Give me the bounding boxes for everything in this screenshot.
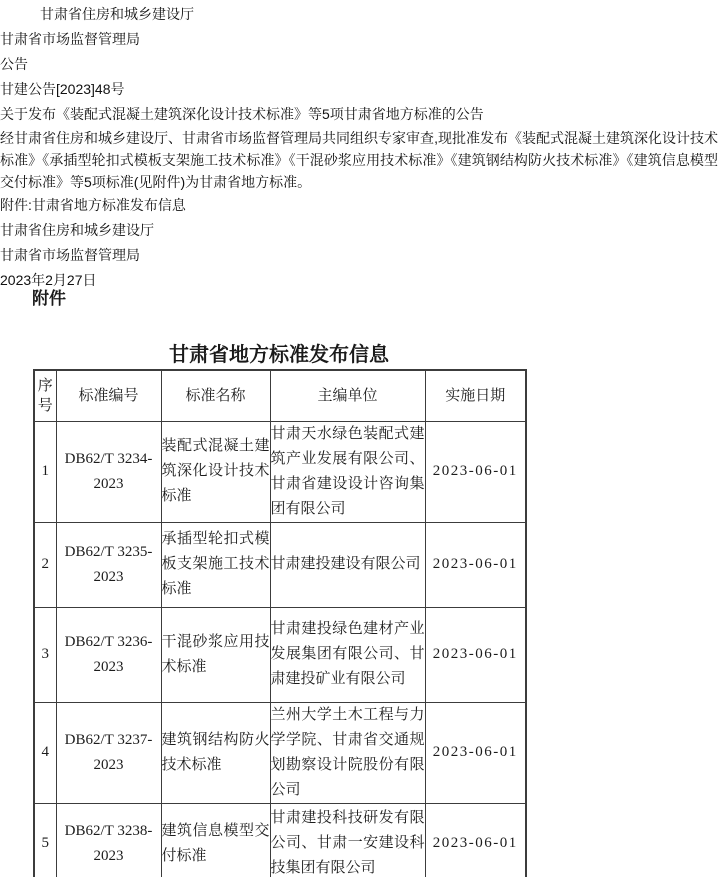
header-serial-number: 序号 [34, 370, 56, 421]
attachment-reference-line: 附件:甘肃省地方标准发布信息 [0, 197, 186, 213]
cell-code: DB62/T 3238-2023 [56, 803, 161, 877]
cell-no: 2 [34, 522, 56, 607]
cell-date: 2023-06-01 [425, 522, 526, 607]
cell-name: 承插型轮扣式模板支架施工技术标准 [161, 522, 270, 607]
cell-no: 1 [34, 421, 56, 522]
table-row [34, 522, 526, 607]
issuing-agency-line-2: 甘肃省市场监督管理局 [0, 31, 140, 47]
doc-subject-line: 关于发布《装配式混凝土建筑深化设计技术标准》等5项甘肃省地方标准的公告 [0, 106, 484, 122]
standards-table [33, 369, 527, 877]
cell-name: 干混砂浆应用技术标准 [161, 607, 270, 702]
header-chief-editor-unit: 主编单位 [270, 370, 425, 421]
cell-unit: 甘肃天水绿色装配式建筑产业发展有限公司、甘肃省建设设计咨询集团有限公司 [270, 421, 425, 522]
cell-date: 2023-06-01 [425, 702, 526, 803]
cell-date: 2023-06-01 [425, 421, 526, 522]
announcement-body-paragraph: 经甘肃省住房和城乡建设厅、甘肃省市场监督管理局共同组织专家审查,现批准发布《装配式混凝土建筑深化设计技术标准》《承插型轮扣式模板支架施工技术标准》《干混砂浆应用技术标准》《建筑钢结构防火技术标准》《建筑信息模型交付标准》等5项标准(见附件)为甘肃省地方标准。 [0, 130, 718, 190]
cell-no: 4 [34, 702, 56, 803]
header-standard-name: 标准名称 [161, 370, 270, 421]
table-row [34, 702, 526, 803]
table-title: 甘肃省地方标准发布信息 [169, 344, 389, 366]
cell-name: 建筑信息模型交付标准 [161, 803, 270, 877]
cell-code: DB62/T 3234-2023 [56, 421, 161, 522]
doc-type-label: 公告 [0, 56, 28, 72]
doc-number: 甘建公告[2023]48号 [0, 81, 125, 97]
cell-unit: 甘肃建投建设有限公司 [270, 522, 425, 607]
cell-code: DB62/T 3236-2023 [56, 607, 161, 702]
attachment-section-label: 附件 [32, 289, 66, 308]
cell-no: 5 [34, 803, 56, 877]
signature-agency-2: 甘肃省市场监督管理局 [0, 247, 140, 263]
cell-date: 2023-06-01 [425, 607, 526, 702]
cell-no: 3 [34, 607, 56, 702]
cell-code: DB62/T 3235-2023 [56, 522, 161, 607]
table-row [34, 421, 526, 522]
cell-date: 2023-06-01 [425, 803, 526, 877]
document-closing-lines [0, 193, 718, 293]
header-standard-code: 标准编号 [56, 370, 161, 421]
issuing-agency-line-1: 甘肃省住房和城乡建设厅 [40, 6, 194, 22]
standards-table-head [34, 370, 526, 421]
signature-agency-1: 甘肃省住房和城乡建设厅 [0, 222, 154, 238]
header-row [34, 370, 526, 421]
cell-unit: 甘肃建投绿色建材产业发展集团有限公司、甘肃建投矿业有限公司 [270, 607, 425, 702]
document-header-lines [0, 0, 718, 127]
header-implementation-date: 实施日期 [425, 370, 526, 421]
table-body [34, 421, 526, 877]
cell-name: 建筑钢结构防火技术标准 [161, 702, 270, 803]
cell-unit: 兰州大学土木工程与力学学院、甘肃省交通规划勘察设计院股份有限公司 [270, 702, 425, 803]
cell-unit: 甘肃建投科技研发有限公司、甘肃一安建设科技集团有限公司 [270, 803, 425, 877]
table-row [34, 607, 526, 702]
signature-date: 2023年2月27日 [0, 272, 97, 288]
cell-code: DB62/T 3237-2023 [56, 702, 161, 803]
table-row [34, 803, 526, 877]
cell-name: 装配式混凝土建筑深化设计技术标准 [161, 421, 270, 522]
